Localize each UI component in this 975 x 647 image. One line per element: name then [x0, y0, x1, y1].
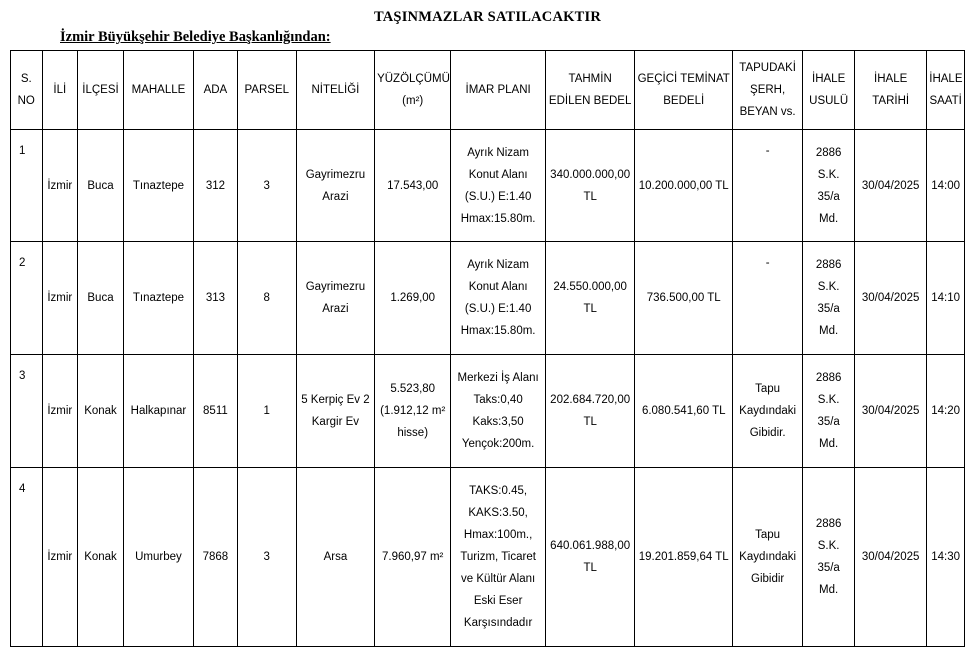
cell-il: İzmir [42, 355, 78, 468]
cell-ada: 7868 [194, 468, 238, 647]
col-header-mahalle: MAHALLE [123, 51, 193, 130]
col-header-saat: İHALE SAATİ [927, 51, 965, 130]
col-header-tahmin: TAHMİN EDİLEN BEDEL [545, 51, 635, 130]
col-header-tarih: İHALE TARİHİ [855, 51, 927, 130]
col-header-ilce: İLÇESİ [78, 51, 124, 130]
table-header-row [11, 51, 965, 130]
cell-sno: 4 [11, 468, 43, 647]
cell-ada: 312 [194, 130, 238, 242]
cell-yuzolcum: 1.269,00 [375, 242, 451, 355]
cell-ilce: Buca [78, 130, 124, 242]
cell-ilce: Buca [78, 242, 124, 355]
cell-mahalle: Umurbey [123, 468, 193, 647]
cell-tarih: 30/04/2025 [855, 130, 927, 242]
cell-nitelik: Arsa [296, 468, 374, 647]
col-header-teminat: GEÇİCİ TEMİNAT BEDELİ [635, 51, 733, 130]
cell-teminat: 736.500,00 TL [635, 242, 733, 355]
cell-serh: Tapu Kaydındaki Gibidir. [733, 355, 803, 468]
cell-nitelik: Gayrimezru Arazi [296, 130, 374, 242]
cell-tahmin: 640.061.988,00 TL [545, 468, 635, 647]
cell-imar: Merkezi İş Alanı Taks:0,40 Kaks:3,50 Yençok:200m. [451, 355, 546, 468]
table-row [11, 130, 965, 242]
table-row [11, 242, 965, 355]
cell-tarih: 30/04/2025 [855, 468, 927, 647]
cell-parsel: 1 [237, 355, 296, 468]
cell-parsel: 8 [237, 242, 296, 355]
cell-parsel: 3 [237, 468, 296, 647]
cell-teminat: 6.080.541,60 TL [635, 355, 733, 468]
cell-serh: Tapu Kaydındaki Gibidir [733, 468, 803, 647]
cell-tarih: 30/04/2025 [855, 242, 927, 355]
cell-serh: - [733, 130, 803, 242]
table-row [11, 468, 965, 647]
cell-tarih: 30/04/2025 [855, 355, 927, 468]
cell-serh: - [733, 242, 803, 355]
cell-ilce: Konak [78, 468, 124, 647]
table-row [11, 355, 965, 468]
cell-tahmin: 340.000.000,00 TL [545, 130, 635, 242]
cell-saat: 14:10 [927, 242, 965, 355]
col-header-nitelik: NİTELİĞİ [296, 51, 374, 130]
col-header-serh: TAPUDAKİ ŞERH, BEYAN vs. [733, 51, 803, 130]
cell-yuzolcum: 5.523,80 (1.912,12 m² hisse) [375, 355, 451, 468]
property-sale-table [10, 50, 965, 647]
cell-mahalle: Tınaztepe [123, 242, 193, 355]
cell-saat: 14:30 [927, 468, 965, 647]
cell-usul: 2886 S.K. 35/a Md. [803, 130, 855, 242]
cell-nitelik: Gayrimezru Arazi [296, 242, 374, 355]
cell-tahmin: 202.684.720,00 TL [545, 355, 635, 468]
col-header-parsel: PARSEL [237, 51, 296, 130]
cell-il: İzmir [42, 242, 78, 355]
cell-usul: 2886 S.K. 35/a Md. [803, 355, 855, 468]
cell-il: İzmir [42, 468, 78, 647]
col-header-ada: ADA [194, 51, 238, 130]
cell-nitelik: 5 Kerpiç Ev 2 Kargir Ev [296, 355, 374, 468]
cell-ada: 8511 [194, 355, 238, 468]
cell-imar: Ayrık Nizam Konut Alanı (S.U.) E:1.40 Hmax:15.80m. [451, 242, 546, 355]
cell-teminat: 19.201.859,64 TL [635, 468, 733, 647]
cell-il: İzmir [42, 130, 78, 242]
cell-mahalle: Halkapınar [123, 355, 193, 468]
cell-saat: 14:20 [927, 355, 965, 468]
cell-teminat: 10.200.000,00 TL [635, 130, 733, 242]
col-header-sno: S. NO [11, 51, 43, 130]
cell-imar: Ayrık Nizam Konut Alanı (S.U.) E:1.40 Hmax:15.80m. [451, 130, 546, 242]
col-header-il: İLİ [42, 51, 78, 130]
cell-sno: 3 [11, 355, 43, 468]
cell-saat: 14:00 [927, 130, 965, 242]
cell-ilce: Konak [78, 355, 124, 468]
cell-sno: 1 [11, 130, 43, 242]
col-header-yuzolcum: YÜZÖLÇÜMÜ (m²) [375, 51, 451, 130]
cell-parsel: 3 [237, 130, 296, 242]
col-header-imar: İMAR PLANI [451, 51, 546, 130]
cell-tahmin: 24.550.000,00 TL [545, 242, 635, 355]
cell-yuzolcum: 17.543,00 [375, 130, 451, 242]
cell-yuzolcum: 7.960,97 m² [375, 468, 451, 647]
cell-mahalle: Tınaztepe [123, 130, 193, 242]
cell-usul: 2886 S.K. 35/a Md. [803, 468, 855, 647]
cell-usul: 2886 S.K. 35/a Md. [803, 242, 855, 355]
document-title: TAŞINMAZLAR SATILACAKTIR [373, 9, 602, 25]
issuer-heading: İzmir Büyükşehir Belediye Başkanlığından: [60, 29, 331, 45]
cell-ada: 313 [194, 242, 238, 355]
cell-imar: TAKS:0.45, KAKS:3.50, Hmax:100m., Turizm, Ticaret ve Kültür Alanı Eski Eser Karşısındadır [451, 468, 546, 647]
col-header-usul: İHALE USULÜ [803, 51, 855, 130]
cell-sno: 2 [11, 242, 43, 355]
